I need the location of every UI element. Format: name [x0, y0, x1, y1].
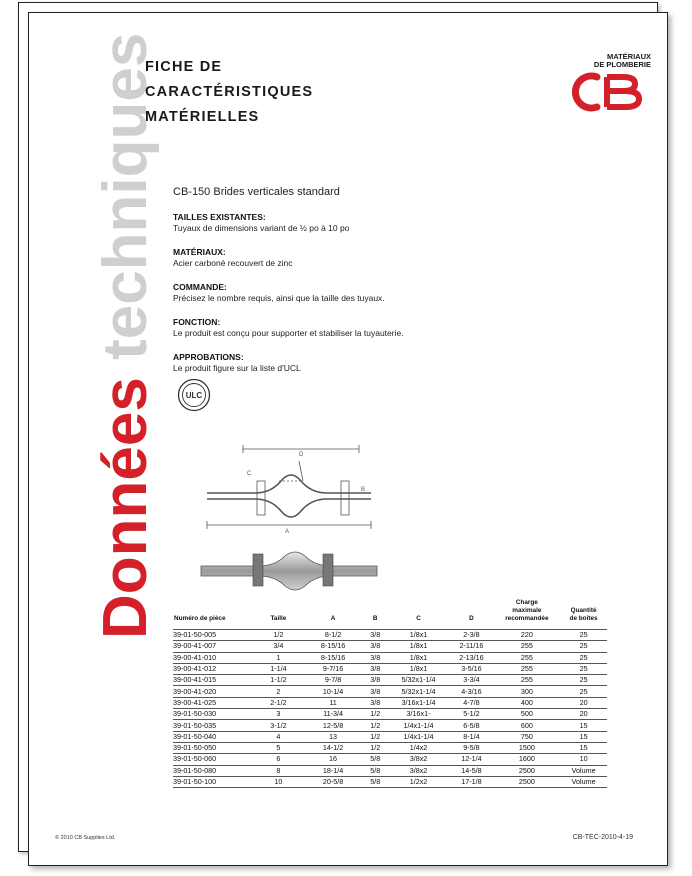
clamp-dimension-diagram — [199, 441, 379, 535]
table-cell: 4 — [253, 731, 303, 742]
approvals-section — [173, 352, 301, 373]
table-cell: 13 — [303, 731, 362, 742]
max-load-line3: recommandée — [505, 615, 549, 622]
table-cell: 1-1/2 — [253, 675, 303, 686]
title-line3: MATÉRIELLES — [145, 109, 260, 125]
table-row — [173, 720, 607, 731]
table-cell: 20 — [560, 709, 607, 720]
table-cell: 255 — [494, 652, 561, 663]
table-cell: 1-1/4 — [253, 663, 303, 674]
col-d: D — [469, 615, 474, 622]
table-cell: 1/2 — [363, 720, 388, 731]
table-cell: 600 — [494, 720, 561, 731]
table-body — [173, 630, 607, 788]
table-cell: 14-1/2 — [303, 742, 362, 753]
table-cell: 1/8x1 — [388, 652, 450, 663]
materials-body: Acier carboné recouvert de zinc — [173, 258, 293, 268]
table-cell: 10 — [253, 776, 303, 787]
table-cell: 11-3/4 — [303, 709, 362, 720]
table-cell: 8-1/2 — [303, 630, 362, 641]
table-cell: Volume — [560, 765, 607, 776]
table-cell: 1/2 — [363, 731, 388, 742]
table-cell: 3 — [253, 709, 303, 720]
table-cell: 1/4x1-1/4 — [388, 720, 450, 731]
table-cell: 1/8x1 — [388, 641, 450, 652]
brand-line2: DE PLOMBERIE — [593, 60, 651, 69]
table-cell: 3/8x2 — [388, 765, 450, 776]
table-cell: 2500 — [494, 765, 561, 776]
table-cell: 11 — [303, 697, 362, 708]
table-cell: 500 — [494, 709, 561, 720]
table-cell: 39-01-50-100 — [173, 776, 253, 787]
table-cell: 15 — [560, 720, 607, 731]
col-a: A — [330, 615, 336, 622]
table-row — [173, 630, 607, 641]
side-title-word2: techniques — [91, 32, 160, 360]
table-cell: 1500 — [494, 742, 561, 753]
table-cell: 3/8 — [363, 641, 388, 652]
table-cell: 255 — [494, 675, 561, 686]
table-cell: 2-1/2 — [253, 697, 303, 708]
approvals-body: Le produit figure sur la liste d'UCL — [173, 363, 301, 373]
approvals-heading: APPROBATIONS: — [173, 352, 244, 362]
table-row — [173, 731, 607, 742]
table-row — [173, 675, 607, 686]
table-cell: Volume — [560, 776, 607, 787]
table-cell: 3/8x2 — [388, 754, 450, 765]
table-cell: 6 — [253, 754, 303, 765]
table-cell: 39-01-50-080 — [173, 765, 253, 776]
table-cell: 2-13/16 — [449, 652, 493, 663]
table-cell: 8-15/16 — [303, 641, 362, 652]
table-cell: 3/8 — [363, 686, 388, 697]
document-page — [28, 12, 668, 866]
table-cell: 39-00-41-020 — [173, 686, 253, 697]
cb-logo-mark — [567, 71, 651, 113]
table-cell: 39-01-50-040 — [173, 731, 253, 742]
table-cell: 15 — [560, 731, 607, 742]
side-title-word1: Données — [91, 377, 160, 639]
function-section — [173, 317, 404, 338]
table-cell: 10-1/4 — [303, 686, 362, 697]
table-cell: 2-3/8 — [449, 630, 493, 641]
table-cell: 39-01-50-035 — [173, 720, 253, 731]
table-cell: 1 — [253, 652, 303, 663]
table-header-row — [173, 599, 607, 630]
svg-text:C: C — [247, 471, 252, 477]
col-max-load — [494, 599, 561, 630]
table-cell: 5/32x1-1/4 — [388, 686, 450, 697]
table-cell: 1/4x2 — [388, 742, 450, 753]
table-cell: 9-5/8 — [449, 742, 493, 753]
max-load-line1: Charge — [515, 599, 538, 606]
table-cell: 1/4x1-1/4 — [388, 731, 450, 742]
table-cell: 220 — [494, 630, 561, 641]
order-heading: COMMANDE: — [173, 282, 227, 292]
table-cell: 25 — [560, 663, 607, 674]
sizes-section — [173, 212, 349, 233]
table-cell: 3/8 — [363, 697, 388, 708]
qty-line2: de boîtes — [569, 615, 598, 622]
table-cell: 3/16x1- — [388, 709, 450, 720]
table-cell: 2500 — [494, 776, 561, 787]
svg-text:D: D — [299, 452, 304, 458]
table-cell: 3-1/2 — [253, 720, 303, 731]
brand-line1: MATÉRIAUX — [606, 52, 651, 61]
table-cell: 25 — [560, 652, 607, 663]
table-cell: 1/8x1 — [388, 630, 450, 641]
page-title — [145, 55, 313, 130]
table-cell: 4-3/16 — [449, 686, 493, 697]
col-c: C — [416, 615, 421, 622]
order-body: Précisez le nombre requis, ainsi que la taille des tuyaux. — [173, 293, 385, 303]
table-cell: 4-7/8 — [449, 697, 493, 708]
table-cell: 14-5/8 — [449, 765, 493, 776]
table-cell: 17-1/8 — [449, 776, 493, 787]
table-cell: 39-00-41-015 — [173, 675, 253, 686]
table-cell: 255 — [494, 663, 561, 674]
materials-section — [173, 247, 293, 268]
table-cell: 9-7/8 — [303, 675, 362, 686]
table-cell: 39-01-50-030 — [173, 709, 253, 720]
table-cell: 25 — [560, 675, 607, 686]
product-name: CB-150 Brides verticales standard — [173, 186, 340, 198]
table-cell: 8-1/4 — [449, 731, 493, 742]
table-cell: 12-5/8 — [303, 720, 362, 731]
table-row — [173, 754, 607, 765]
svg-text:B: B — [361, 487, 366, 493]
table-row — [173, 709, 607, 720]
document-code: CB-TEC-2010-4-19 — [572, 834, 633, 841]
table-cell: 16 — [303, 754, 362, 765]
table-cell: 1/8x1 — [388, 663, 450, 674]
table-row — [173, 663, 607, 674]
table-cell: 1/2 — [363, 742, 388, 753]
table-cell: 3/8 — [363, 675, 388, 686]
table-cell: 5/8 — [363, 754, 388, 765]
max-load-line2: maximale — [512, 607, 542, 614]
table-cell: 2-11/16 — [449, 641, 493, 652]
table-cell: 39-01-50-050 — [173, 742, 253, 753]
table-cell: 9-7/16 — [303, 663, 362, 674]
table-cell: 300 — [494, 686, 561, 697]
table-cell: 1/2 — [253, 630, 303, 641]
table-cell: 20-5/8 — [303, 776, 362, 787]
table-cell: 18-1/4 — [303, 765, 362, 776]
function-body: Le produit est conçu pour supporter et stabiliser la tuyauterie. — [173, 328, 404, 338]
table-cell: 39-00-41-010 — [173, 652, 253, 663]
table-cell: 10 — [560, 754, 607, 765]
table-cell: 255 — [494, 641, 561, 652]
table-cell: 750 — [494, 731, 561, 742]
table-row — [173, 652, 607, 663]
clamp-product-photo — [199, 546, 379, 594]
table-cell: 3/16x1-1/4 — [388, 697, 450, 708]
table-row — [173, 641, 607, 652]
table-cell: 6-5/8 — [449, 720, 493, 731]
table-cell: 3/8 — [363, 652, 388, 663]
col-size: Taille — [270, 615, 287, 622]
sizes-body: Tuyaux de dimensions variant de ½ po à 10 po — [173, 223, 350, 233]
sizes-heading: TAILLES EXISTANTES: — [173, 212, 266, 222]
table-row — [173, 765, 607, 776]
brand-logo — [567, 53, 651, 129]
svg-text:A: A — [285, 529, 290, 535]
title-line1: FICHE DE — [145, 59, 223, 75]
table-cell: 20 — [560, 697, 607, 708]
materials-heading: MATÉRIAUX: — [173, 247, 226, 257]
table-cell: 5/8 — [363, 765, 388, 776]
table-cell: 39-01-50-005 — [173, 630, 253, 641]
table-cell: 400 — [494, 697, 561, 708]
title-line2: CARACTÉRISTIQUES — [145, 84, 314, 100]
table-cell: 25 — [560, 686, 607, 697]
table-cell: 2 — [253, 686, 303, 697]
qty-line1: Quantité — [570, 607, 597, 614]
table-cell: 25 — [560, 641, 607, 652]
table-cell: 1600 — [494, 754, 561, 765]
table-cell: 3-5/16 — [449, 663, 493, 674]
table-cell: 8-15/16 — [303, 652, 362, 663]
table-row — [173, 697, 607, 708]
ulc-mark-text: ULC — [185, 391, 203, 400]
table-cell: 3/8 — [363, 663, 388, 674]
table-row — [173, 686, 607, 697]
table-cell: 1/2 — [363, 709, 388, 720]
table-cell: 12-1/4 — [449, 754, 493, 765]
col-box-quantity — [560, 599, 607, 630]
table-row — [173, 776, 607, 787]
table-row — [173, 742, 607, 753]
table-cell: 3/4 — [253, 641, 303, 652]
table-cell: 1/2x2 — [388, 776, 450, 787]
table-cell: 5/8 — [363, 776, 388, 787]
table-cell: 5-1/2 — [449, 709, 493, 720]
order-section — [173, 282, 385, 303]
table-cell: 39-00-41-025 — [173, 697, 253, 708]
table-cell: 39-00-41-012 — [173, 663, 253, 674]
function-heading: FONCTION: — [173, 317, 221, 327]
ulc-certification-icon — [177, 378, 211, 412]
col-part-number: Numéro de pièce — [174, 615, 226, 622]
table-cell: 39-01-50-060 — [173, 754, 253, 765]
table-cell: 3-3/4 — [449, 675, 493, 686]
col-b: B — [372, 615, 378, 622]
table-cell: 3/8 — [363, 630, 388, 641]
table-cell: 15 — [560, 742, 607, 753]
table-cell: 39-00-41-007 — [173, 641, 253, 652]
table-cell: 25 — [560, 630, 607, 641]
specification-table — [173, 599, 607, 788]
table-cell: 5 — [253, 742, 303, 753]
brand-text — [594, 53, 651, 69]
table-cell: 5/32x1-1/4 — [388, 675, 450, 686]
copyright: © 2010 CB Supplies Ltd. — [55, 835, 116, 841]
table-cell: 8 — [253, 765, 303, 776]
